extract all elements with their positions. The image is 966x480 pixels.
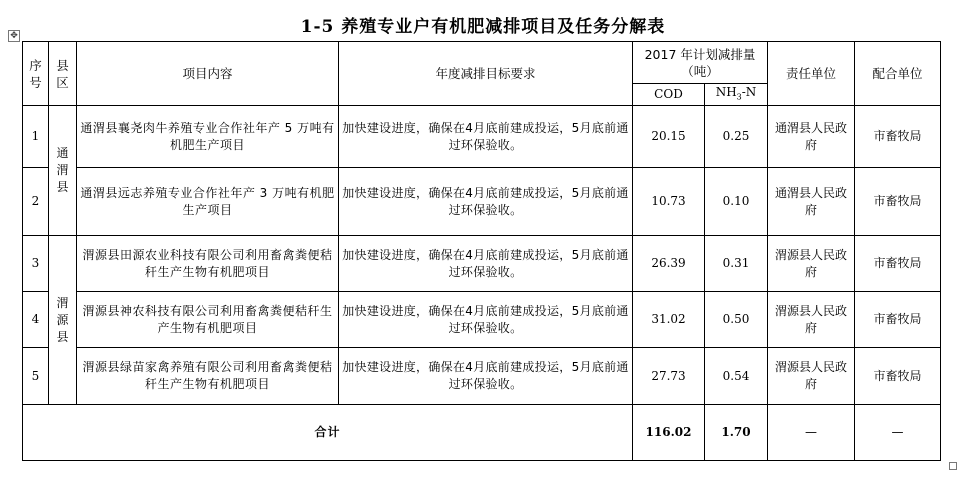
task-table [22,41,941,461]
nh3-cell: 0.25 [705,106,768,168]
project-cell: 通渭县远志养殖专业合作社年产 3 万吨有机肥生产项目 [77,168,339,236]
table-move-handle-icon[interactable]: ✥ [8,30,20,42]
cooperating-cell: 市畜牧局 [855,348,941,405]
header-seq: 序号 [23,42,49,106]
county-cell-tongwei: 通渭县 [49,106,77,236]
responsible-cell: 通渭县人民政府 [768,168,855,236]
row-seq: 5 [23,348,49,405]
requirement-cell: 加快建设进度，确保在4月底前建成投运，5月底前通过环保验收。 [339,106,633,168]
row-seq: 4 [23,292,49,348]
nh3-cell: 0.54 [705,348,768,405]
header-plan [633,42,768,84]
cooperating-cell: 市畜牧局 [855,168,941,236]
total-responsible: — [768,405,855,461]
table-row [23,348,941,405]
requirement-cell: 加快建设进度，确保在4月底前建成投运，5月底前通过环保验收。 [339,236,633,292]
header-plan-line2: （吨） [681,63,719,79]
county-cell-weiyuan: 渭源县 [49,236,77,405]
header-requirement: 年度减排目标要求 [339,42,633,106]
header-cod: COD [633,84,705,106]
requirement-cell: 加快建设进度，确保在4月底前建成投运，5月底前通过环保验收。 [339,292,633,348]
project-cell: 渭源县田源农业科技有限公司利用畜禽粪便秸秆生产生物有机肥项目 [77,236,339,292]
project-cell: 通渭县襄尧肉牛养殖专业合作社年产 5 万吨有机肥生产项目 [77,106,339,168]
responsible-cell: 渭源县人民政府 [768,236,855,292]
cooperating-cell: 市畜牧局 [855,292,941,348]
row-seq: 1 [23,106,49,168]
nh3-cell: 0.31 [705,236,768,292]
table-resize-handle-icon[interactable] [949,462,957,470]
table-row [23,106,941,168]
total-cod: 116.02 [633,405,705,461]
header-project: 项目内容 [77,42,339,106]
table-row [23,236,941,292]
table-row [23,168,941,236]
total-nh3: 1.70 [705,405,768,461]
total-label: 合计 [23,405,633,461]
cod-cell: 31.02 [633,292,705,348]
header-county: 县区 [49,42,77,106]
responsible-cell: 通渭县人民政府 [768,106,855,168]
requirement-cell: 加快建设进度，确保在4月底前建成投运，5月底前通过环保验收。 [339,348,633,405]
cod-cell: 20.15 [633,106,705,168]
cod-cell: 26.39 [633,236,705,292]
cod-cell: 27.73 [633,348,705,405]
total-row [23,405,941,461]
row-seq: 3 [23,236,49,292]
cooperating-cell: 市畜牧局 [855,106,941,168]
header-cooperating: 配合单位 [855,42,941,106]
responsible-cell: 渭源县人民政府 [768,348,855,405]
nh3-cell: 0.50 [705,292,768,348]
project-cell: 渭源县绿苗家禽养殖有限公司利用畜禽粪便秸秆生产生物有机肥项目 [77,348,339,405]
header-responsible: 责任单位 [768,42,855,106]
responsible-cell: 渭源县人民政府 [768,292,855,348]
total-cooperating: — [855,405,941,461]
cod-cell: 10.73 [633,168,705,236]
requirement-cell: 加快建设进度，确保在4月底前建成投运，5月底前通过环保验收。 [339,168,633,236]
header-plan-line1: 2017 年计划减排量 [644,46,756,62]
document-title: 1-5 养殖专业户有机肥减排项目及任务分解表 [300,17,666,37]
table-row [23,292,941,348]
row-seq: 2 [23,168,49,236]
nh3-cell: 0.10 [705,168,768,236]
header-nh3: $NH_3-N$ [705,84,768,106]
cooperating-cell: 市畜牧局 [855,236,941,292]
project-cell: 渭源县神农科技有限公司利用畜禽粪便秸秆生产生物有机肥项目 [77,292,339,348]
